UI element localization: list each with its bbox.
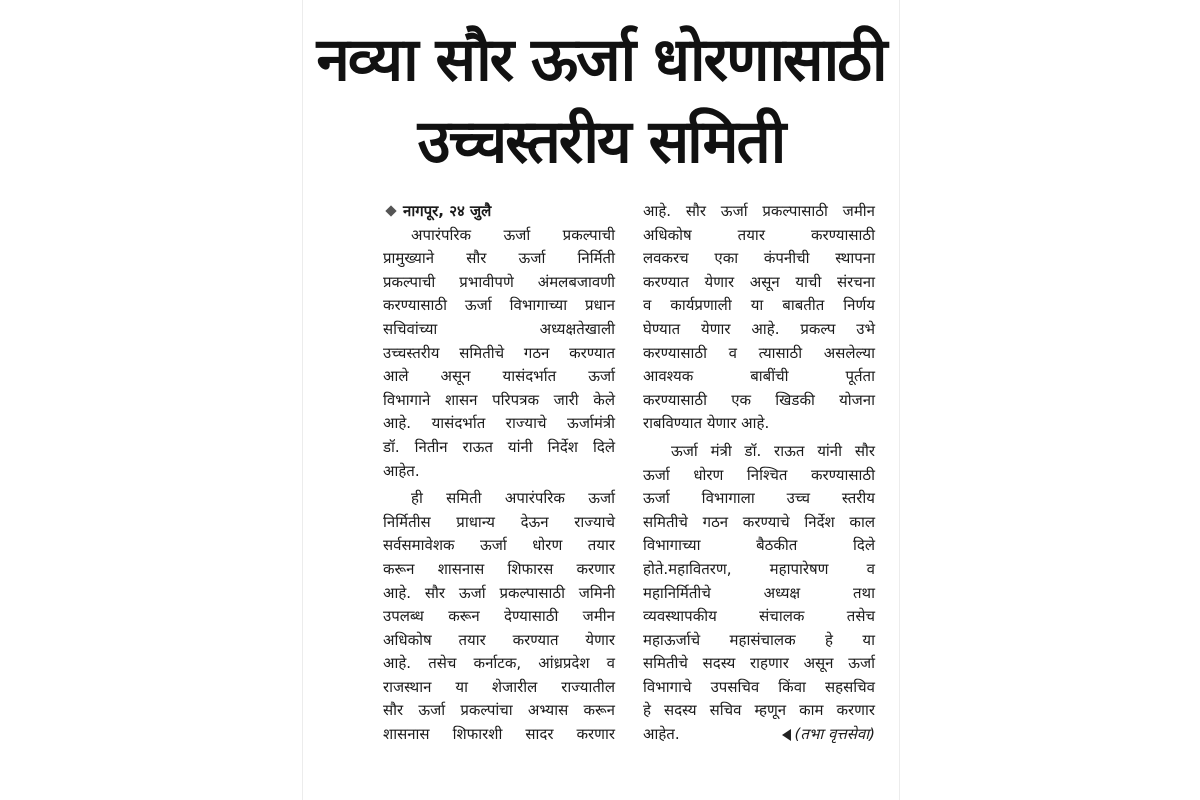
text-line: हे सदस्य सचिव म्हणून काम करणार [643, 701, 875, 720]
article-column-left [383, 200, 615, 747]
text-line: निर्मितीस प्राधान्य देऊन राज्याचे [383, 512, 615, 531]
text-line: महानिर्मितीचे अध्यक्ष तथा [643, 583, 875, 602]
text-line: महाऊर्जाचे महासंचालक हे या [643, 630, 875, 649]
text-line: उपलब्ध करून देण्यासाठी जमीन [383, 607, 615, 626]
left-paragraph-1 [383, 224, 615, 484]
dateline-row [383, 200, 615, 224]
text-line: अधिकोष तयार करण्यासाठी [643, 225, 875, 244]
news-service-credit: (तभा वृत्तसेवा) [794, 725, 875, 744]
text-line: अधिकोष तयार करण्यात येणार [383, 630, 615, 649]
text-line: अपारंपरिक ऊर्जा प्रकल्पाची [411, 225, 615, 244]
text-line: प्रामुख्याने सौर ऊर्जा निर्मिती [383, 249, 615, 268]
text-line: डॉ. नितीन राऊत यांनी निर्देश दिले [383, 437, 615, 456]
text-line: करण्यात येणार असून याची संरचना [643, 272, 875, 291]
text-line: लवकरच एका कंपनीची स्थापना [643, 249, 875, 268]
text-line: राबविण्यात येणार आहे. [643, 414, 770, 433]
text-line: व कार्यप्रणाली या बाबतीत निर्णय [643, 296, 875, 315]
right-paragraph-1 [643, 200, 875, 436]
closing-row [643, 723, 875, 747]
text-line: व्यवस्थापकीय संचालक तसेच [643, 607, 875, 626]
headline-line-2: उच्चस्तरीय समिती [417, 107, 785, 177]
text-line: ऊर्जा धोरण निश्चित करण्यासाठी [643, 465, 875, 484]
text-line: समितीचे सदस्य राहणार असून ऊर्जा [643, 654, 875, 673]
text-line: ऊर्जा मंत्री डॉ. राऊत यांनी सौर [671, 441, 875, 460]
triangle-marker-icon [782, 729, 791, 741]
text-line: शासनास शिफारशी सादर करणार [383, 725, 615, 744]
text-line: राजस्थान या शेजारील राज्यातील [383, 677, 615, 696]
text-line: आहे. सौर ऊर्जा प्रकल्पासाठी जमीन [643, 202, 875, 220]
text-line: आहेत. [383, 461, 420, 480]
credit-block [782, 723, 875, 747]
text-line: आहे. तसेच कर्नाटक, आंध्रप्रदेश व [383, 654, 615, 673]
text-line: विभागाचे उपसचिव किंवा सहसचिव [643, 677, 875, 696]
text-line: विभागाच्या बैठकीत दिले [643, 536, 875, 555]
text-line: ऊर्जा विभागाला उच्च स्तरीय [643, 489, 875, 508]
text-line: होते.महावितरण, महापारेषण व [643, 559, 875, 578]
text-line: सचिवांच्या अध्यक्षतेखाली [383, 319, 615, 338]
dateline: नागपूर, २४ जुलै [403, 202, 492, 220]
text-line: आहे. यासंदर्भात राज्याचे ऊर्जामंत्री [383, 414, 615, 433]
article-column-right [643, 200, 875, 747]
text-line: ही समिती अपारंपरिक ऊर्जा [411, 489, 615, 508]
text-line: आवश्यक बाबींची पूर्तता [643, 367, 875, 386]
headline-line-1: नव्या सौर ऊर्जा धोरणासाठी [316, 25, 886, 95]
text-line: सर्वसमावेशक ऊर्जा धोरण तयार [383, 536, 615, 555]
diamond-bullet-icon [385, 205, 396, 216]
text-line: उच्चस्तरीय समितीचे गठन करण्यात [383, 343, 615, 362]
text-line: करण्यासाठी ऊर्जा विभागाच्या प्रधान [383, 296, 615, 315]
text-line: घेण्यात येणार आहे. प्रकल्प उभे [643, 319, 875, 338]
text-line: करून शासनास शिफारस करणार [383, 559, 615, 578]
text-line: विभागाने शासन परिपत्रक जारी केले [383, 390, 615, 409]
news-clipping [302, 0, 900, 800]
text-line: आले असून यासंदर्भात ऊर्जा [383, 367, 615, 386]
text-line: करण्यासाठी व त्यासाठी असलेल्या [643, 343, 875, 362]
text-line: सौर ऊर्जा प्रकल्पांचा अभ्यास करून [383, 701, 615, 720]
text-line: समितीचे गठन करण्याचे निर्देश काल [643, 512, 875, 531]
text-line: आहे. सौर ऊर्जा प्रकल्पासाठी जमिनी [383, 583, 615, 602]
right-paragraph-2 [643, 440, 875, 747]
text-line: प्रकल्पाची प्रभावीपणे अंमलबजावणी [383, 272, 615, 291]
left-paragraph-2 [383, 487, 615, 747]
text-line: करण्यासाठी एक खिडकी योजना [643, 390, 875, 409]
closing-word: आहेत. [643, 725, 680, 744]
